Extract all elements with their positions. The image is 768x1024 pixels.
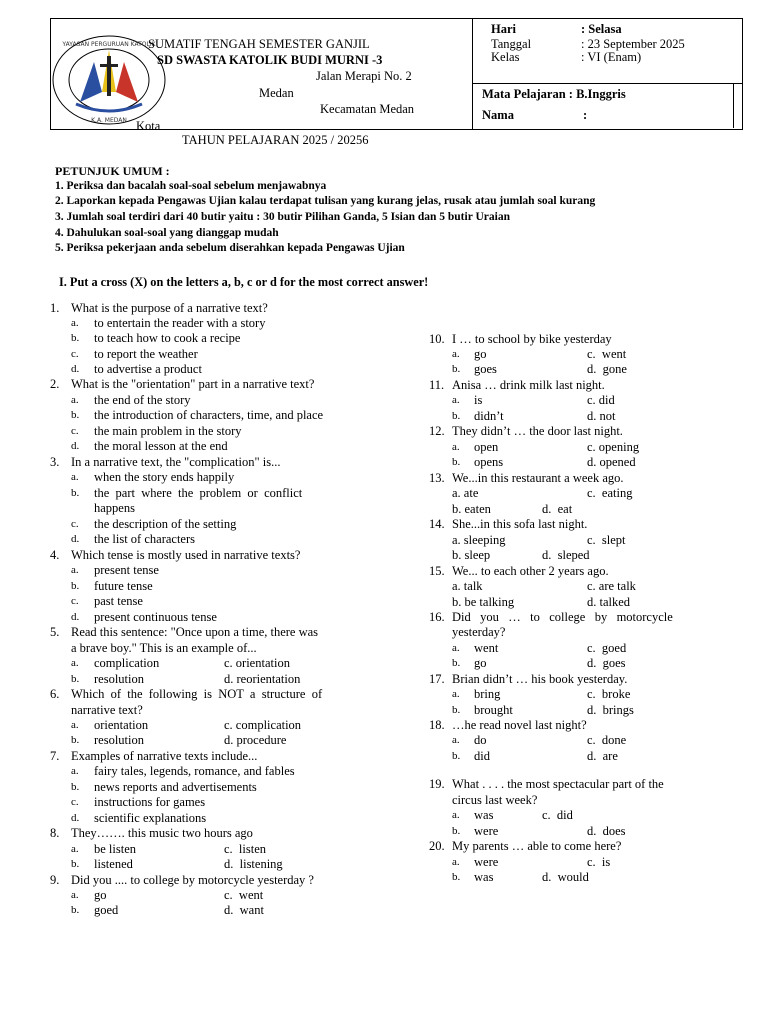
question-19-text-line2: circus last week? [452,793,538,807]
q3-label-b[interactable]: b. [71,487,80,499]
question-12-text: They didn’t … the door last night. [452,424,623,438]
nama-value[interactable]: : [583,108,588,122]
q8-option-b[interactable]: listened [94,857,133,871]
q12-label-b[interactable]: b. [452,456,461,468]
q8-label-b[interactable]: b. [71,858,80,870]
question-9-text: Did you .... to college by motorcycle yesterday ? [71,873,314,887]
q12-option-d[interactable]: d. opened [587,455,636,469]
q6-option-b[interactable]: resolution [94,733,144,747]
q18-option-d[interactable]: d. are [587,749,618,763]
q5-option-a[interactable]: complication [94,656,160,670]
question-10-text: I … to school by bike yesterday [452,332,612,346]
question-14-number: 14. [429,517,445,531]
q7-option-a[interactable]: fairy tales, legends, romance, and fables [94,764,295,778]
q3-label-d[interactable]: d. [71,533,80,545]
question-10-number: 10. [429,332,445,346]
question-1-text: What is the purpose of a narrative text? [71,301,268,315]
q5-label-b[interactable]: b. [71,673,80,685]
instructions-heading: PETUNJUK UMUM : [55,164,170,178]
q10-option-a[interactable]: go [474,347,487,361]
question-16-text-line2: yesterday? [452,625,506,639]
question-5-text-line1: Read this sentence: "Once upon a time, there was [71,625,319,639]
q1-option-a[interactable]: to entertain the reader with a story [94,316,266,330]
q12-option-a[interactable]: open [474,440,499,454]
question-19-text-line1: What . . . . the most spectacular part of the [452,777,664,791]
q2-option-c[interactable]: the main problem in the story [94,424,242,438]
address-line-1: Jalan Merapi No. 2 [316,69,412,83]
q20-label-a[interactable]: a. [452,856,460,868]
question-6-text-line1: Which of the following is NOT a structure of [71,687,323,701]
question-17-number: 17. [429,672,445,686]
q12-label-a[interactable]: a. [452,441,460,453]
q3-option-c[interactable]: the description of the setting [94,517,237,531]
q3-label-c[interactable]: c. [71,518,79,530]
q13-option-d[interactable]: d. eat [542,502,573,516]
q15-option-b[interactable]: b. be talking [452,595,515,609]
q3-option-a[interactable]: when the story ends happily [94,470,235,484]
exam-title: SUMATIF TENGAH SEMESTER GANJIL [148,37,370,51]
q7-option-d[interactable]: scientific explanations [94,811,207,825]
info-divider-2 [733,84,734,128]
question-13-text: We...in this restaurant a week ago. [452,471,624,485]
q4-label-c[interactable]: c. [71,595,79,607]
q20-label-b[interactable]: b. [452,871,461,883]
address-line-4: Kota [136,119,161,133]
section-1-heading: I. Put a cross (X) on the letters a, b, c or d for the most correct answer! [59,275,429,289]
q2-option-a[interactable]: the end of the story [94,393,191,407]
q13-option-a[interactable]: a. ate [452,486,479,500]
question-13-number: 13. [429,471,445,485]
q12-option-b[interactable]: opens [474,455,504,469]
q2-option-b[interactable]: the introduction of characters, time, and place [94,408,324,422]
q18-label-a[interactable]: a. [452,734,460,746]
tanggal-value: : 23 September 2025 [581,37,685,51]
subject: Mata Pelajaran : B.Inggris [482,87,626,101]
q1-option-c[interactable]: to report the weather [94,347,198,361]
nama-label: Nama [482,108,514,122]
q20-option-b[interactable]: was [474,870,494,884]
q14-option-b[interactable]: b. sleep [452,548,491,562]
q9-option-a[interactable]: go [94,888,107,902]
q2-label-b[interactable]: b. [71,409,80,421]
q19-option-b[interactable]: were [474,824,499,838]
q18-option-a[interactable]: do [474,733,487,747]
q19-option-c[interactable]: c. did [542,808,573,822]
question-6-number: 6. [50,687,60,701]
question-15-text: We... to each other 2 years ago. [452,564,609,578]
question-15-number: 15. [429,564,445,578]
q16-option-c[interactable]: c. goed [587,641,627,655]
q10-option-d[interactable]: d. gone [587,362,627,376]
q6-option-d[interactable]: d. procedure [224,733,287,747]
instruction-5: 5. Periksa pekerjaan anda sebelum diserahkan kepada Pengawas Ujian [55,242,405,254]
q11-label-b[interactable]: b. [452,410,461,422]
q10-option-b[interactable]: goes [474,362,497,376]
question-5-text-line2: a brave boy." This is an example of... [71,641,257,655]
q8-option-a[interactable]: be listen [94,842,137,856]
q3-option-d[interactable]: the list of characters [94,532,195,546]
q11-option-d[interactable]: d. not [587,409,616,423]
q18-option-b[interactable]: did [474,749,490,763]
q9-option-c[interactable]: c. went [224,888,264,902]
q19-label-b[interactable]: b. [452,825,461,837]
q16-option-a[interactable]: went [474,641,499,655]
q4-label-b[interactable]: b. [71,580,80,592]
info-divider [472,83,742,84]
header-divider [472,18,473,129]
question-17-text: Brian didn’t … his book yesterday. [452,672,628,686]
question-18-text: …he read novel last night? [452,718,587,732]
q10-label-a[interactable]: a. [452,348,460,360]
question-18-number: 18. [429,718,445,732]
q17-label-a[interactable]: a. [452,688,460,700]
q13-option-b[interactable]: b. eaten [452,502,491,516]
q20-option-d[interactable]: d. would [542,870,589,884]
address-line-2: Medan [259,86,294,100]
question-2-text: What is the "orientation" part in a narrative text? [71,377,315,391]
q8-option-d[interactable]: d. listening [224,857,283,871]
question-7-text: Examples of narrative texts include... [71,749,258,763]
q1-option-d[interactable]: to advertise a product [94,362,202,376]
address-line-3: Kecamatan Medan [320,102,415,116]
instruction-2: 2. Laporkan kepada Pengawas Ujian kalau terdapat tulisan yang kurang jelas, rusak atau jumlah soal kurang [55,195,596,207]
q1-label-d[interactable]: d. [71,363,80,375]
question-5-number: 5. [50,625,60,639]
q17-option-a[interactable]: bring [474,687,501,701]
question-3-number: 3. [50,455,60,469]
q7-label-b[interactable]: b. [71,781,80,793]
q12-option-c[interactable]: c. opening [587,440,640,454]
q5-option-c[interactable]: c. orientation [224,656,290,670]
kelas-label: Kelas [491,50,520,64]
q11-option-c[interactable]: c. did [587,393,615,407]
q6-label-b[interactable]: b. [71,734,80,746]
question-14-text: She...in this sofa last night. [452,517,588,531]
question-20-text: My parents … able to come here? [452,839,622,853]
q2-label-a[interactable]: a. [71,394,79,406]
q17-option-d[interactable]: d. brings [587,703,634,717]
question-8-number: 8. [50,826,60,840]
q9-option-d[interactable]: d. want [224,903,264,917]
q3-label-a[interactable]: a. [71,471,79,483]
q14-option-a[interactable]: a. sleeping [452,533,506,547]
q16-option-b[interactable]: go [474,656,487,670]
kelas-value: : VI (Enam) [581,50,642,64]
q19-option-a[interactable]: was [474,808,494,822]
question-4-text: Which tense is mostly used in narrative texts? [71,548,301,562]
q2-label-d[interactable]: d. [71,440,80,452]
question-16-number: 16. [429,610,445,624]
q20-option-c[interactable]: c. is [587,855,611,869]
q18-label-b[interactable]: b. [452,750,461,762]
q7-option-c[interactable]: instructions for games [94,795,206,809]
question-11-number: 11. [429,378,445,392]
q17-label-b[interactable]: b. [452,704,461,716]
question-2-number: 2. [50,377,60,391]
question-11-text: Anisa … drink milk last night. [452,378,605,392]
q15-option-a[interactable]: a. talk [452,579,483,593]
q1-label-c[interactable]: c. [71,348,79,360]
svg-text:YAYASAN PERGURUAN KATOLIK: YAYASAN PERGURUAN KATOLIK [62,41,156,48]
q9-label-a[interactable]: a. [71,889,79,901]
q5-option-d[interactable]: d. reorientation [224,672,301,686]
q1-option-b[interactable]: to teach how to cook a recipe [94,331,241,345]
q1-label-a[interactable]: a. [71,317,79,329]
q11-option-a[interactable]: is [474,393,483,407]
q4-option-b[interactable]: future tense [94,579,153,593]
instruction-3: 3. Jumlah soal terdiri dari 40 butir yaitu : 30 butir Pilihan Ganda, 5 Isian dan 5 butir Uraian [55,211,510,223]
q7-label-a[interactable]: a. [71,765,79,777]
question-16-text-line1: Did you … to college by motorcycle [452,610,673,624]
academic-year: TAHUN PELAJARAN 2025 / 20256 [182,133,369,147]
question-7-number: 7. [50,749,60,763]
q2-label-c[interactable]: c. [71,425,79,437]
school-name: SD SWASTA KATOLIK BUDI MURNI -3 [157,53,383,67]
q7-option-b[interactable]: news reports and advertisements [94,780,257,794]
q11-label-a[interactable]: a. [452,394,460,406]
instruction-1: 1. Periksa dan bacalah soal-soal sebelum menjawabnya [55,180,327,192]
q17-option-b[interactable]: brought [474,703,513,717]
q4-option-c[interactable]: past tense [94,594,143,608]
tanggal-label: Tanggal [491,37,532,51]
q14-option-c[interactable]: c. slept [587,533,626,547]
q17-option-c[interactable]: c. broke [587,687,631,701]
question-20-number: 20. [429,839,445,853]
q4-label-a[interactable]: a. [71,564,79,576]
q16-label-a[interactable]: a. [452,642,460,654]
question-4-number: 4. [50,548,60,562]
q4-option-d[interactable]: present continuous tense [94,610,217,624]
q6-option-c[interactable]: c. complication [224,718,302,732]
q8-label-a[interactable]: a. [71,843,79,855]
q6-option-a[interactable]: orientation [94,718,149,732]
svg-text:K.A. MEDAN: K.A. MEDAN [91,117,127,124]
q7-label-c[interactable]: c. [71,796,79,808]
q2-option-d[interactable]: the moral lesson at the end [94,439,228,453]
q15-option-c[interactable]: c. are talk [587,579,636,593]
instruction-4: 4. Dahulukan soal-soal yang dianggap mudah [55,227,279,239]
hari-label: Hari [491,22,516,36]
q3-option-b-line2[interactable]: happens [94,501,135,515]
q19-option-d[interactable]: d. does [587,824,626,838]
q10-option-c[interactable]: c. went [587,347,627,361]
q13-option-c[interactable]: c. eating [587,486,633,500]
question-8-text: They……. this music two hours ago [71,826,253,840]
q18-option-c[interactable]: c. done [587,733,627,747]
question-12-number: 12. [429,424,445,438]
question-3-text: In a narrative text, the "complication" is... [71,455,281,469]
q4-label-d[interactable]: d. [71,611,80,623]
q15-option-d[interactable]: d. talked [587,595,631,609]
q7-label-d[interactable]: d. [71,812,80,824]
q4-option-a[interactable]: present tense [94,563,159,577]
hari-value: : Selasa [581,22,622,36]
q20-option-a[interactable]: were [474,855,499,869]
q10-label-b[interactable]: b. [452,363,461,375]
q16-label-b[interactable]: b. [452,657,461,669]
q19-label-a[interactable]: a. [452,809,460,821]
question-1-number: 1. [50,301,60,315]
question-6-text-line2: narrative text? [71,703,143,717]
question-9-number: 9. [50,873,60,887]
q5-option-b[interactable]: resolution [94,672,144,686]
q11-option-b[interactable]: didn’t [474,409,504,423]
q14-option-d[interactable]: d. sleped [542,548,590,562]
q5-label-a[interactable]: a. [71,657,79,669]
q1-label-b[interactable]: b. [71,332,80,344]
q9-label-b[interactable]: b. [71,904,80,916]
q6-label-a[interactable]: a. [71,719,79,731]
q3-option-b-line1[interactable]: the part where the problem or conflict [94,486,303,500]
q8-option-c[interactable]: c. listen [224,842,267,856]
q16-option-d[interactable]: d. goes [587,656,626,670]
q9-option-b[interactable]: goed [94,903,119,917]
question-19-number: 19. [429,777,445,791]
